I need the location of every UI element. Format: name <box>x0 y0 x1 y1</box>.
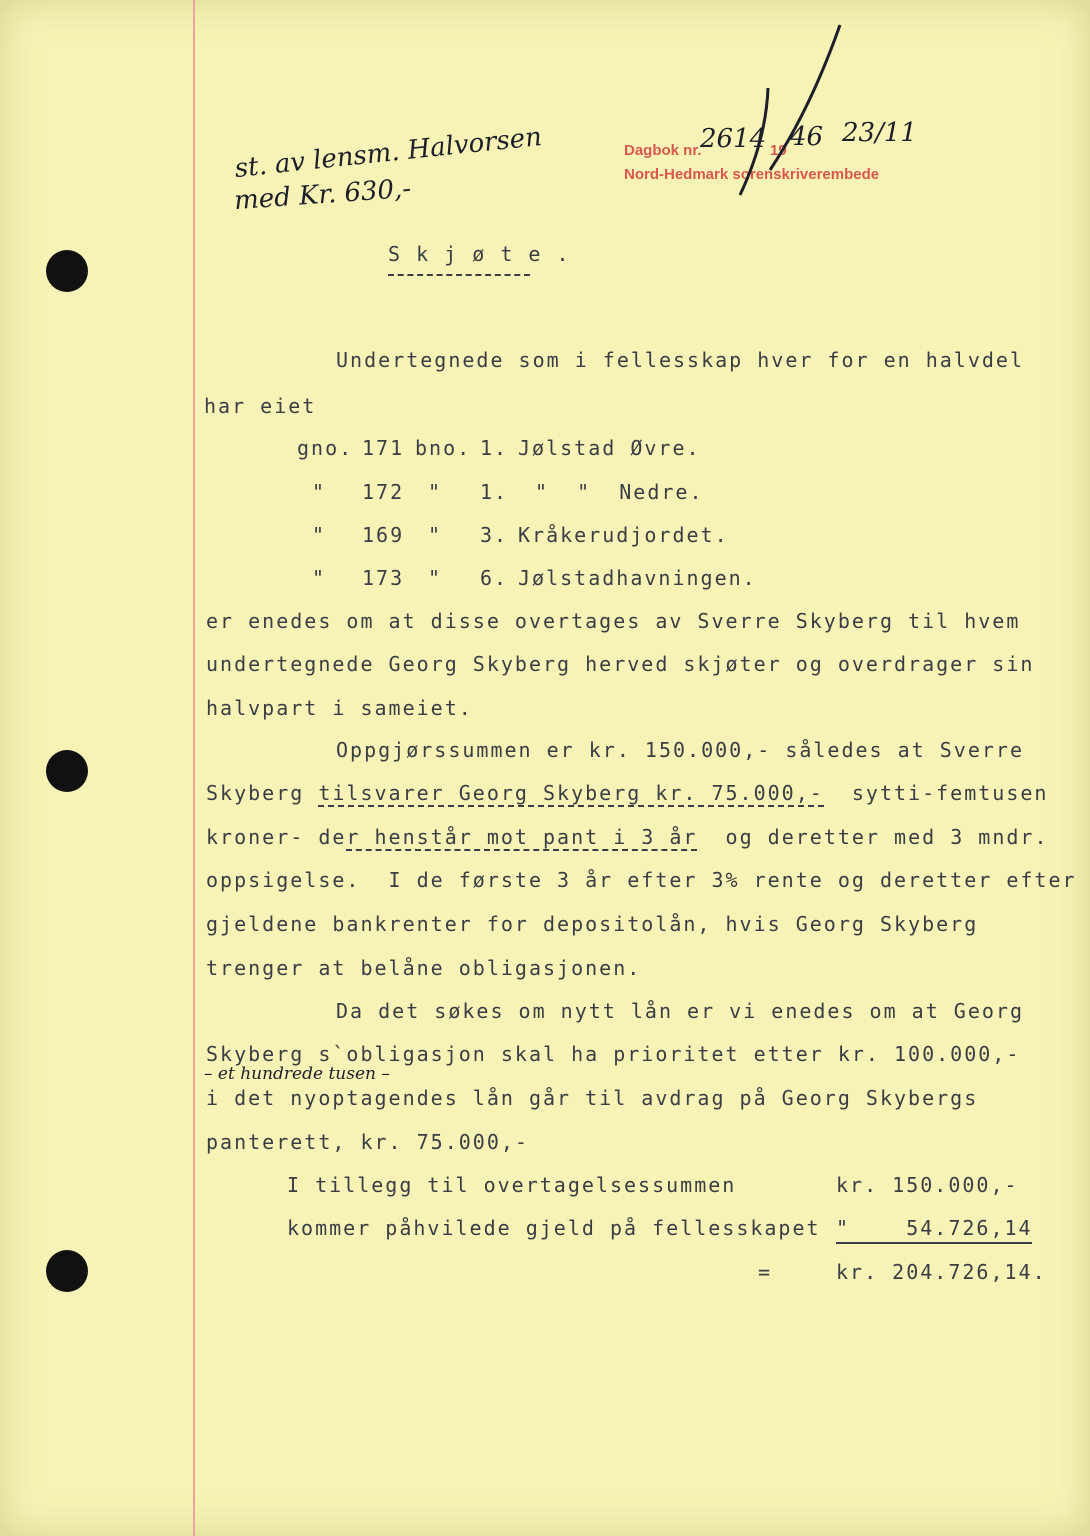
property-name: " " Nedre. <box>535 480 704 504</box>
property-bno: 1. <box>480 480 509 504</box>
property-bno: 6. <box>480 566 509 590</box>
sum-line2-label: kommer påhvilede gjeld på fellesskapet <box>287 1216 821 1240</box>
punch-hole-bottom <box>46 1250 88 1292</box>
property-prefix: " <box>312 566 327 590</box>
p4-line2: Skyberg s`obligasjon skal ha prioritet etter kr. 100.000,- <box>206 1042 1021 1066</box>
property-bno-label: " <box>428 523 443 547</box>
p4-line3: i det nyoptagendes lån går til avdrag på Georg Skybergs <box>206 1086 979 1110</box>
property-gno: 169 <box>362 523 405 547</box>
property-gno: 172 <box>362 480 405 504</box>
p3-line6: trenger at belåne obligasjonen. <box>206 956 642 980</box>
p3-line3-underlined: r henstår mot pant i 3 år <box>346 825 698 849</box>
property-gno: 171 <box>362 436 405 460</box>
property-bno-label: " <box>428 480 443 504</box>
sum-line1-value: kr. 150.000,- <box>836 1173 1019 1197</box>
p3-line2-end: sytti-femtusen <box>823 781 1049 805</box>
p1-line2: har eiet <box>204 394 317 418</box>
property-bno-label: " <box>428 566 443 590</box>
p3-line2 <box>206 781 1048 805</box>
margin-note-line1: st. av lensm. Halvorsen <box>233 121 544 185</box>
p3-line4: oppsigelse. I de første 3 år efter 3% rente og deretter efter <box>206 868 1077 892</box>
stamp-year: 46 <box>790 122 824 152</box>
property-name: Kråkerudjordet. <box>518 523 729 547</box>
p4-handwritten-insert: – et hundrede tusen – <box>204 1064 390 1084</box>
check-mark-icon <box>700 20 850 200</box>
p3-line2-underlined: tilsvarer Georg Skyberg kr. 75.000,- <box>318 781 824 805</box>
punch-hole-top <box>46 250 88 292</box>
p3-line1: Oppgjørssummen er kr. 150.000,- således at Sverre <box>336 738 1025 762</box>
p3-line3 <box>206 825 1048 849</box>
property-name: Jølstad Øvre. <box>518 436 701 460</box>
p4-line4: panterett, kr. 75.000,- <box>206 1130 529 1154</box>
property-prefix: " <box>312 523 327 547</box>
p1-line1: Undertegnede som i fellesskap hver for en halvdel <box>336 348 1025 372</box>
stamp-date: 23/11 <box>842 118 917 148</box>
margin-rule <box>193 0 195 1536</box>
property-prefix: gno. <box>297 436 354 460</box>
stamp-dagbok-label: Dagbok nr. <box>624 142 702 159</box>
property-bno: 1. <box>480 436 509 460</box>
p3-line3-end: og deretter med 3 mndr. <box>697 825 1049 849</box>
stamp-dagbok-number: 2614 <box>700 124 767 154</box>
margin-note-line2: med Kr. 630,- <box>233 173 412 217</box>
sum-rule <box>836 1242 1032 1244</box>
title-underline <box>388 274 530 276</box>
property-bno-label: bno. <box>415 436 472 460</box>
sum-line2-value: " 54.726,14 <box>836 1216 1033 1240</box>
property-name: Jølstadhavningen. <box>518 566 757 590</box>
stamp-office: Nord-Hedmark sorenskriverembede <box>624 166 880 183</box>
p2-line2: undertegnede Georg Skyberg herved skjøter og overdrager sin <box>206 652 1035 676</box>
p3-line5: gjeldene bankrenter for depositolån, hvis Georg Skyberg <box>206 912 979 936</box>
sum-line3-label: = <box>758 1260 773 1284</box>
p2-line1: er enedes om at disse overtages av Sverre Skyberg til hvem <box>206 609 1021 633</box>
p2-line3: halvpart i sameiet. <box>206 696 473 720</box>
property-gno: 173 <box>362 566 405 590</box>
p3-line3-start: kroner- de <box>206 825 347 849</box>
sum-line3-value: kr. 204.726,14. <box>836 1260 1047 1284</box>
property-bno: 3. <box>480 523 509 547</box>
p4-line1: Da det søkes om nytt lån er vi enedes om at Georg <box>336 999 1025 1023</box>
sum-line1-label: I tillegg til overtagelsessummen <box>287 1173 737 1197</box>
p3-line2-start: Skyberg <box>206 781 319 805</box>
punch-hole-middle <box>46 750 88 792</box>
document-title: S k j ø t e . <box>388 242 571 266</box>
property-prefix: " <box>312 480 327 504</box>
stamp-year-prefix: 19 <box>770 142 787 159</box>
